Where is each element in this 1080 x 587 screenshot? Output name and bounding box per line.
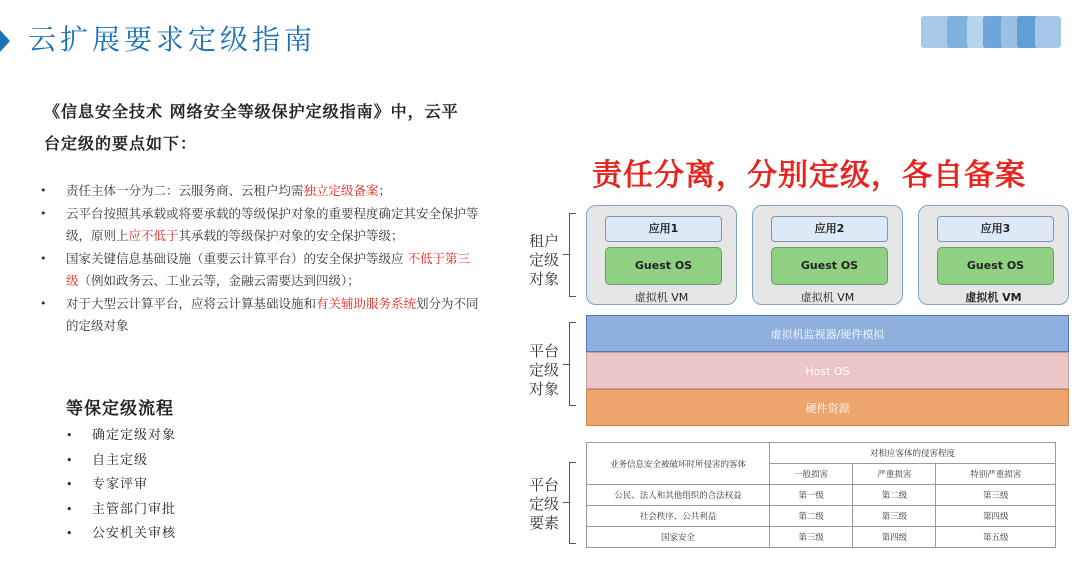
list-item: • 确定定级对象	[66, 424, 176, 449]
intro-text	[44, 96, 524, 160]
list-item: • 对于大型云计算平台，应将云计算基础设施和有关辅助服务系统划分为不同的定级对象	[40, 293, 480, 338]
app-box: 应用2	[771, 216, 888, 242]
vm-box	[586, 205, 737, 305]
vm-label: 虚拟机 VM	[634, 291, 689, 304]
table-cell: 第四级	[936, 506, 1056, 527]
list-item: • 专家评审	[66, 473, 176, 498]
table-cell: 第三级	[936, 485, 1056, 506]
bracket-tick	[563, 502, 569, 503]
intro-line: 《信息安全技术 网络安全等级保护定级指南》中，云平	[44, 102, 459, 121]
table-header: 对相应客体的侵害程度	[770, 443, 1056, 464]
intro-line: 台定级的要点如下：	[44, 134, 198, 153]
process-title: 等保定级流程	[66, 399, 174, 419]
table-cell: 第四级	[853, 527, 936, 548]
hypervisor-layer: 虚拟机监视器/硬件模拟	[586, 315, 1069, 352]
vm-label: 虚拟机 VM	[800, 291, 855, 304]
list-item: • 云平台按照其承载或将要承载的等级保护对象的重要程度确定其安全保护等级，原则上应不低于其承载的等级保护对象的安全保护等级；	[40, 203, 480, 248]
list-item: • 公安机关审核	[66, 522, 176, 547]
table-cell: 第三级	[853, 506, 936, 527]
table-cell: 第五级	[936, 527, 1056, 548]
bracket-tick	[563, 364, 569, 365]
bracket-tick	[563, 254, 569, 255]
tenant-label: 租户定级对象	[528, 232, 559, 288]
table-cell: 第二级	[853, 485, 936, 506]
diagram-headline: 责任分离，分别定级，各自备案	[592, 158, 1026, 193]
table-cell: 公民、法人和其他组织的合法权益	[587, 485, 770, 506]
vm-label: 虚拟机 VM	[965, 291, 1022, 304]
table-header: 特别严重损害	[936, 464, 1056, 485]
table-row	[587, 485, 1056, 506]
table-cell: 第一级	[770, 485, 853, 506]
platform-label: 平台定级对象	[528, 342, 559, 398]
list-item: • 责任主体一分为二：云服务商、云租户均需独立定级备案；	[40, 180, 480, 203]
list-item: • 主管部门审批	[66, 498, 176, 523]
hardware-layer: 硬件资源	[586, 389, 1069, 426]
list-item: • 自主定级	[66, 449, 176, 474]
vm-box	[752, 205, 903, 305]
table-header: 一般损害	[770, 464, 853, 485]
key-points-list	[40, 180, 480, 338]
page-title: 云扩展要求定级指南	[28, 23, 317, 56]
app-box: 应用1	[605, 216, 722, 242]
table-row	[587, 506, 1056, 527]
grade-table	[586, 442, 1056, 548]
table-header: 业务信息安全被破坏时所侵害的客体	[587, 443, 770, 485]
guest-os-box: Guest OS	[771, 247, 888, 285]
platform-bracket	[569, 322, 576, 406]
logo	[921, 16, 1061, 48]
table-cell: 国家安全	[587, 527, 770, 548]
list-item: • 国家关键信息基础设施（重要云计算平台）的安全保护等级应 不低于第三级（例如政务云、工业云等，金融云需要达到四级）；	[40, 248, 480, 293]
host-os-layer: Host OS	[586, 352, 1069, 389]
app-box: 应用3	[937, 216, 1054, 242]
vm-box	[918, 205, 1069, 305]
table-cell: 社会秩序、公共利益	[587, 506, 770, 527]
guest-os-box: Guest OS	[605, 247, 722, 285]
table-cell: 第二级	[770, 506, 853, 527]
process-steps	[66, 424, 176, 547]
title-marker-icon	[0, 30, 10, 52]
table-header: 严重损害	[853, 464, 936, 485]
elements-label: 平台定级要素	[528, 476, 559, 532]
elements-bracket	[569, 462, 576, 544]
tenant-bracket	[569, 213, 576, 297]
table-row	[587, 527, 1056, 548]
table-cell: 第三级	[770, 527, 853, 548]
guest-os-box: Guest OS	[937, 247, 1054, 285]
